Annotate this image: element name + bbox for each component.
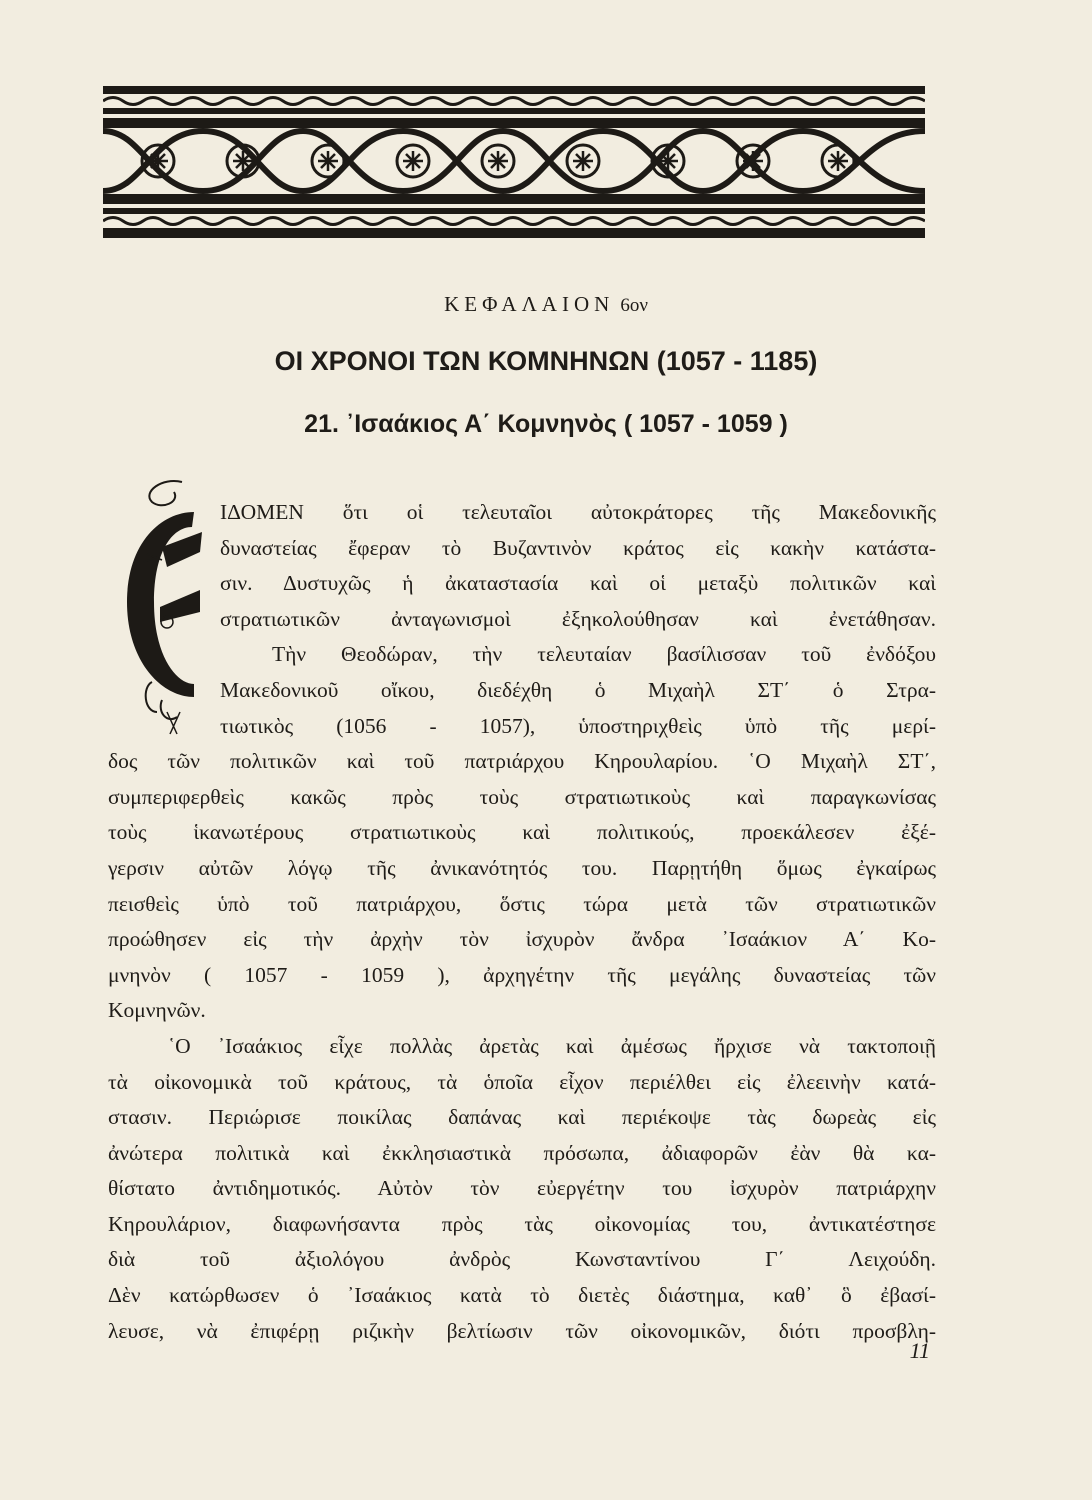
page-number: 11 [909, 1338, 930, 1363]
text-line: γερσιν αὐτῶν λόγῳ τῆς ἀνικανότητός του. Παρῃτήθη ὅμως ἐγκαίρως [108, 855, 936, 880]
text-line: προώθησεν εἰς τὴν ἀρχὴν τὸν ἰσχυρὸν ἄνδρα ᾽Ισαάκιον Α΄ Κο- [108, 927, 936, 952]
text-line: διὰ τοῦ ἀξιολόγου ἀνδρὸς Κωνσταντίνου Γ΄ Λειχούδη. [108, 1247, 936, 1272]
text-line: στασιν. Περιώρισε ποικίλας δαπάνας καὶ περιέκοψε τὰς δωρεὰς εἰς [108, 1105, 936, 1130]
chapter-title: ΟΙ ΧΡΟΝΟΙ ΤΩΝ ΚΟΜΝΗΝΩΝ (1057 - 1185) [274, 346, 818, 376]
text-line: θίστατο ἀντιδημοτικός. Αὐτὸν τὸν εὐεργέτην του ἰσχυρὸν πατριάρχην [108, 1176, 936, 1201]
text-line: τὰ οἰκονομικὰ τοῦ κράτους, τὰ ὁποῖα εἶχον περιέλθει εἰς ἐλεεινὴν κατά- [108, 1069, 936, 1094]
text-line: τοὺς ἱκανωτέρους στρατιωτικοὺς καὶ πολιτικούς, προεκάλεσεν ἐξέ- [108, 820, 936, 845]
text-line: Μακεδονικοῦ οἴκου, διεδέχθη ὁ Μιχαὴλ ΣΤ΄ ὁ Στρα- [220, 677, 936, 702]
text-line: πεισθεὶς ὑπὸ τοῦ πατριάρχου, ὅστις τώρα μετὰ τῶν στρατιωτικῶν [108, 891, 936, 916]
text-line: Κομνηνῶν. [108, 998, 206, 1023]
chapter-number: 6ον [620, 295, 648, 316]
text-line: ῾Ο ᾽Ισαάκιος εἶχε πολλὰς ἀρετὰς καὶ ἀμέσως ἤρχισε νὰ τακτοποιῇ [168, 1033, 936, 1058]
text-line: Κηρουλάριον, διαφωνήσαντα πρὸς τὰς οἰκονομίας του, ἀντικατέστησε [108, 1211, 936, 1236]
text-line: ἀνώτερα πολιτικὰ καὶ ἐκκλησιαστικὰ πρόσωπα, ἀδιαφορῶν ἐὰν θὰ κα- [108, 1140, 936, 1165]
text-line: σιν. Δυστυχῶς ἡ ἀκαταστασία καὶ οἱ μεταξὺ πολιτικῶν καὶ [220, 571, 936, 596]
chapter-heading [0, 292, 1092, 317]
text-line: δυναστείας ἔφεραν τὸ Βυζαντινὸν κράτος εἰς κακὴν κατάστα- [220, 535, 936, 560]
text-line: Δὲν κατώρθωσεν ὁ ᾽Ισαάκιος κατὰ τὸ διετὲς διάστημα, καθ᾽ ὃ ἐβασί- [108, 1283, 936, 1308]
text-line: στρατιωτικῶν ἀνταγωνισμοὶ ἐξηκολούθησαν καὶ ἐνετάθησαν. [220, 606, 936, 631]
text-line: συμπεριφερθεὶς κακῶς πρὸς τοὺς στρατιωτικοὺς καὶ παραγκωνίσας [108, 784, 936, 809]
chapter-label: ΚΕΦΑΛΑΙΟΝ [444, 292, 615, 316]
text-line: τιωτικὸς (1056 - 1057), ὑποστηριχθεὶς ὑπὸ τῆς μερί- [220, 713, 936, 738]
body-text [108, 495, 936, 1349]
text-line: μνηνὸν ( 1057 - 1059 ), ἀρχηγέτην τῆς μεγάλης δυναστείας τῶν [108, 962, 936, 987]
text-line: λευσε, νὰ ἐπιφέρῃ ριζικὴν βελτίωσιν τῶν οἰκονομικῶν, διότι προσβλη- [108, 1318, 936, 1343]
text-line: Τὴν Θεοδώραν, τὴν τελευταίαν βασίλισσαν τοῦ ἐνδόξου [272, 642, 936, 667]
text-line: δος τῶν πολιτικῶν καὶ τοῦ πατριάρχου Κηρουλαρίου. ῾Ο Μιχαὴλ ΣΤ΄, [108, 749, 936, 774]
section-title: 21. ᾽Ισαάκιος Α΄ Κομνηνὸς ( 1057 - 1059 ) [304, 410, 788, 438]
ornamental-header-band [103, 86, 925, 238]
text-line: ΙΔΟΜΕΝ ὅτι οἱ τελευταῖοι αὐτοκράτορες τῆς Μακεδονικῆς [220, 500, 936, 524]
